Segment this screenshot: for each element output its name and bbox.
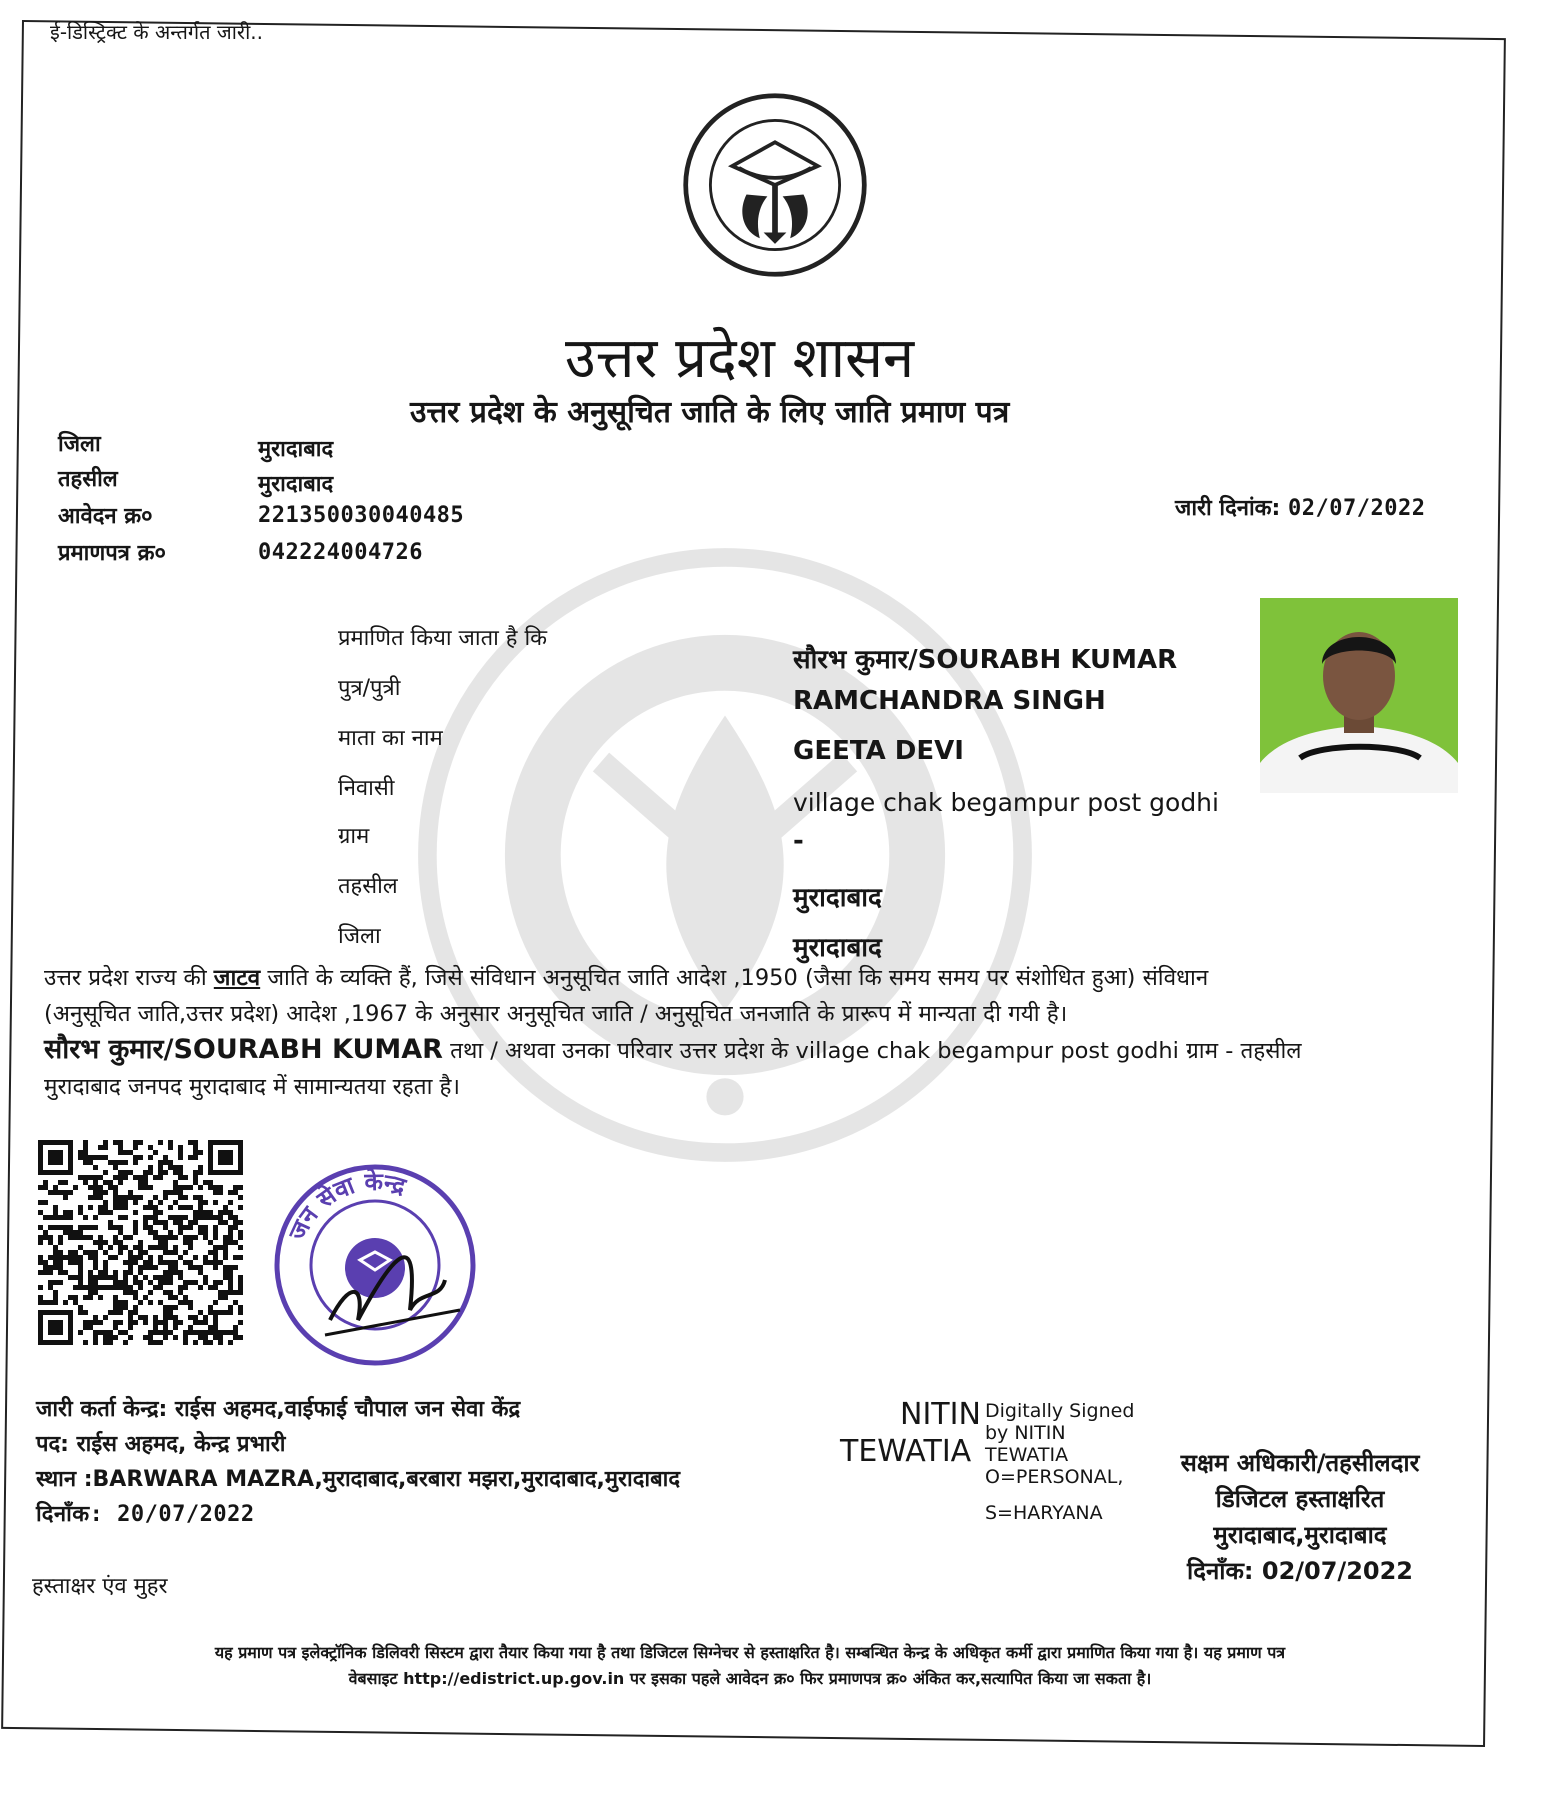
statement-line-2: (अनुसूचित जाति,उत्तर प्रदेश) आदेश ,1967 के अनुसार अनुसूचित जाति / अनुसूचित जनजाति के प्रारूप में मान्यता दी गयी है। [44,1001,1068,1027]
statement-line-1: उत्तर प्रदेश राज्य की जाटव जाति के व्यक्ति हैं, जिसे संविधान अनुसूचित जाति आदेश ,1950 (जैसा कि समय समय पर संशोधित हुआ) संविधान [44,965,1209,991]
authority-digitally-signed: डिजिटल हस्ताक्षरित [1215,1485,1385,1513]
son-daughter-label: पुत्र/पुत्री [338,676,401,701]
issuer-date: दिनाँक: 20/07/2022 [36,1502,255,1527]
statement-holder-name: सौरभ कुमार/SOURABH KUMAR [44,1034,443,1065]
details-district-label: जिला [338,924,381,949]
signer-last-name: TEWATIA [840,1434,972,1469]
details-district-value: मुरादाबाद [793,933,882,963]
village-label: ग्राम [338,824,370,849]
meta-certificate-label: प्रमाणपत्र क्र० [58,541,166,566]
up-government-emblem-icon [680,90,870,280]
jan-seva-kendra-seal [270,1160,480,1370]
details-tehsil-value: मुरादाबाद [793,883,882,913]
application-number: 221350030040485 [258,503,465,528]
meta-application-label: आवेदन क्र० [58,504,153,529]
statement-line-4: मुरादाबाद जनपद मुरादाबाद में सामान्यतया रहता है। [44,1074,461,1100]
resident-value: village chak begampur post godhi [793,788,1219,817]
applicant-photo [1260,598,1458,793]
meta-district-value: मुरादाबाद [258,437,334,462]
holder-name: सौरभ कुमार/SOURABH KUMAR [793,645,1178,675]
footer-line-1: यह प्रमाण पत्र इलेक्ट्रॉनिक डिलिवरी सिस्टम द्वारा तैयार किया गया है तथा डिजिटल सिग्नेचर से हस्ताक्षरित है। सम्बन्धित केन्द्र के अधिकृत कर्मी द्वारा प्रमाणित किया गया है। यह प्रमाण पत्र [214,1643,1286,1662]
authority-block [1150,1445,1450,1589]
issue-date-label: जारी दिनांक: [1175,496,1281,521]
certificate-title: उत्तर प्रदेश के अनुसूचित जाति के लिए जाति प्रमाण पत्र [410,395,1010,430]
meta-district-label: जिला [58,432,101,457]
issuer-post: पद: राईस अहमद, केन्द्र प्रभारी [36,1432,286,1457]
signature-seal-label: हस्ताक्षर एंव मुहर [32,1574,168,1599]
authority-date: दिनाँक: 02/07/2022 [1186,1557,1413,1585]
signer-first-name: NITIN [900,1397,981,1432]
mother-name: GEETA DEVI [793,736,964,766]
issue-date-value: 02/07/2022 [1288,496,1426,521]
certify-label: प्रमाणित किया जाता है कि [338,626,548,651]
father-name: RAMCHANDRA SINGH [793,686,1106,716]
statement-line-3: सौरभ कुमार/SOURABH KUMAR तथा / अथवा उनका परिवार उत्तर प्रदेश के village chak begampur post godhi ग्राम - तहसील [44,1034,1302,1065]
certificate-statement [44,960,1464,1105]
footer-note [60,1640,1440,1692]
issued-under-note: ई-डिस्ट्रिक्ट के अन्तर्गत जारी.. [50,20,263,44]
government-title: उत्तर प्रदेश शासन [565,326,915,391]
issuing-centre: जारी कर्ता केन्द्र: राईस अहमद,वाईफाई चौपाल जन सेवा केंद्र [36,1397,521,1422]
meta-tehsil-label: तहसील [58,467,118,492]
digital-signature-info: Digitally Signed by NITIN TEWATIA O=PERSONAL, S=HARYANA [985,1400,1135,1524]
caste-name: जाटव [213,965,261,991]
mother-label: माता का नाम [338,726,443,751]
resident-label: निवासी [338,776,395,801]
authority-location: मुरादाबाद,मुरादाबाद [1213,1521,1387,1549]
seal-text: जन सेवा केन्द्र [283,1167,409,1245]
qr-code[interactable] [38,1140,243,1345]
footer-line-2: वेबसाइट http://edistrict.up.gov.in पर इसका पहले आवेदन क्र० फिर प्रमाणपत्र क्र० अंकित कर,सत्यापित किया जा सकता है। [348,1669,1152,1688]
details-tehsil-label: तहसील [338,874,398,899]
village-value: - [793,826,804,856]
issuer-place: स्थान :BARWARA MAZRA,मुरादाबाद,बरबारा मझरा,मुरादाबाद,मुरादाबाद [36,1467,681,1492]
meta-tehsil-value: मुरादाबाद [258,472,334,497]
issue-date [1175,492,1425,522]
person-silhouette-icon [1260,598,1458,793]
authority-title: सक्षम अधिकारी/तहसीलदार [1180,1449,1420,1477]
certificate-number: 042224004726 [258,540,423,565]
